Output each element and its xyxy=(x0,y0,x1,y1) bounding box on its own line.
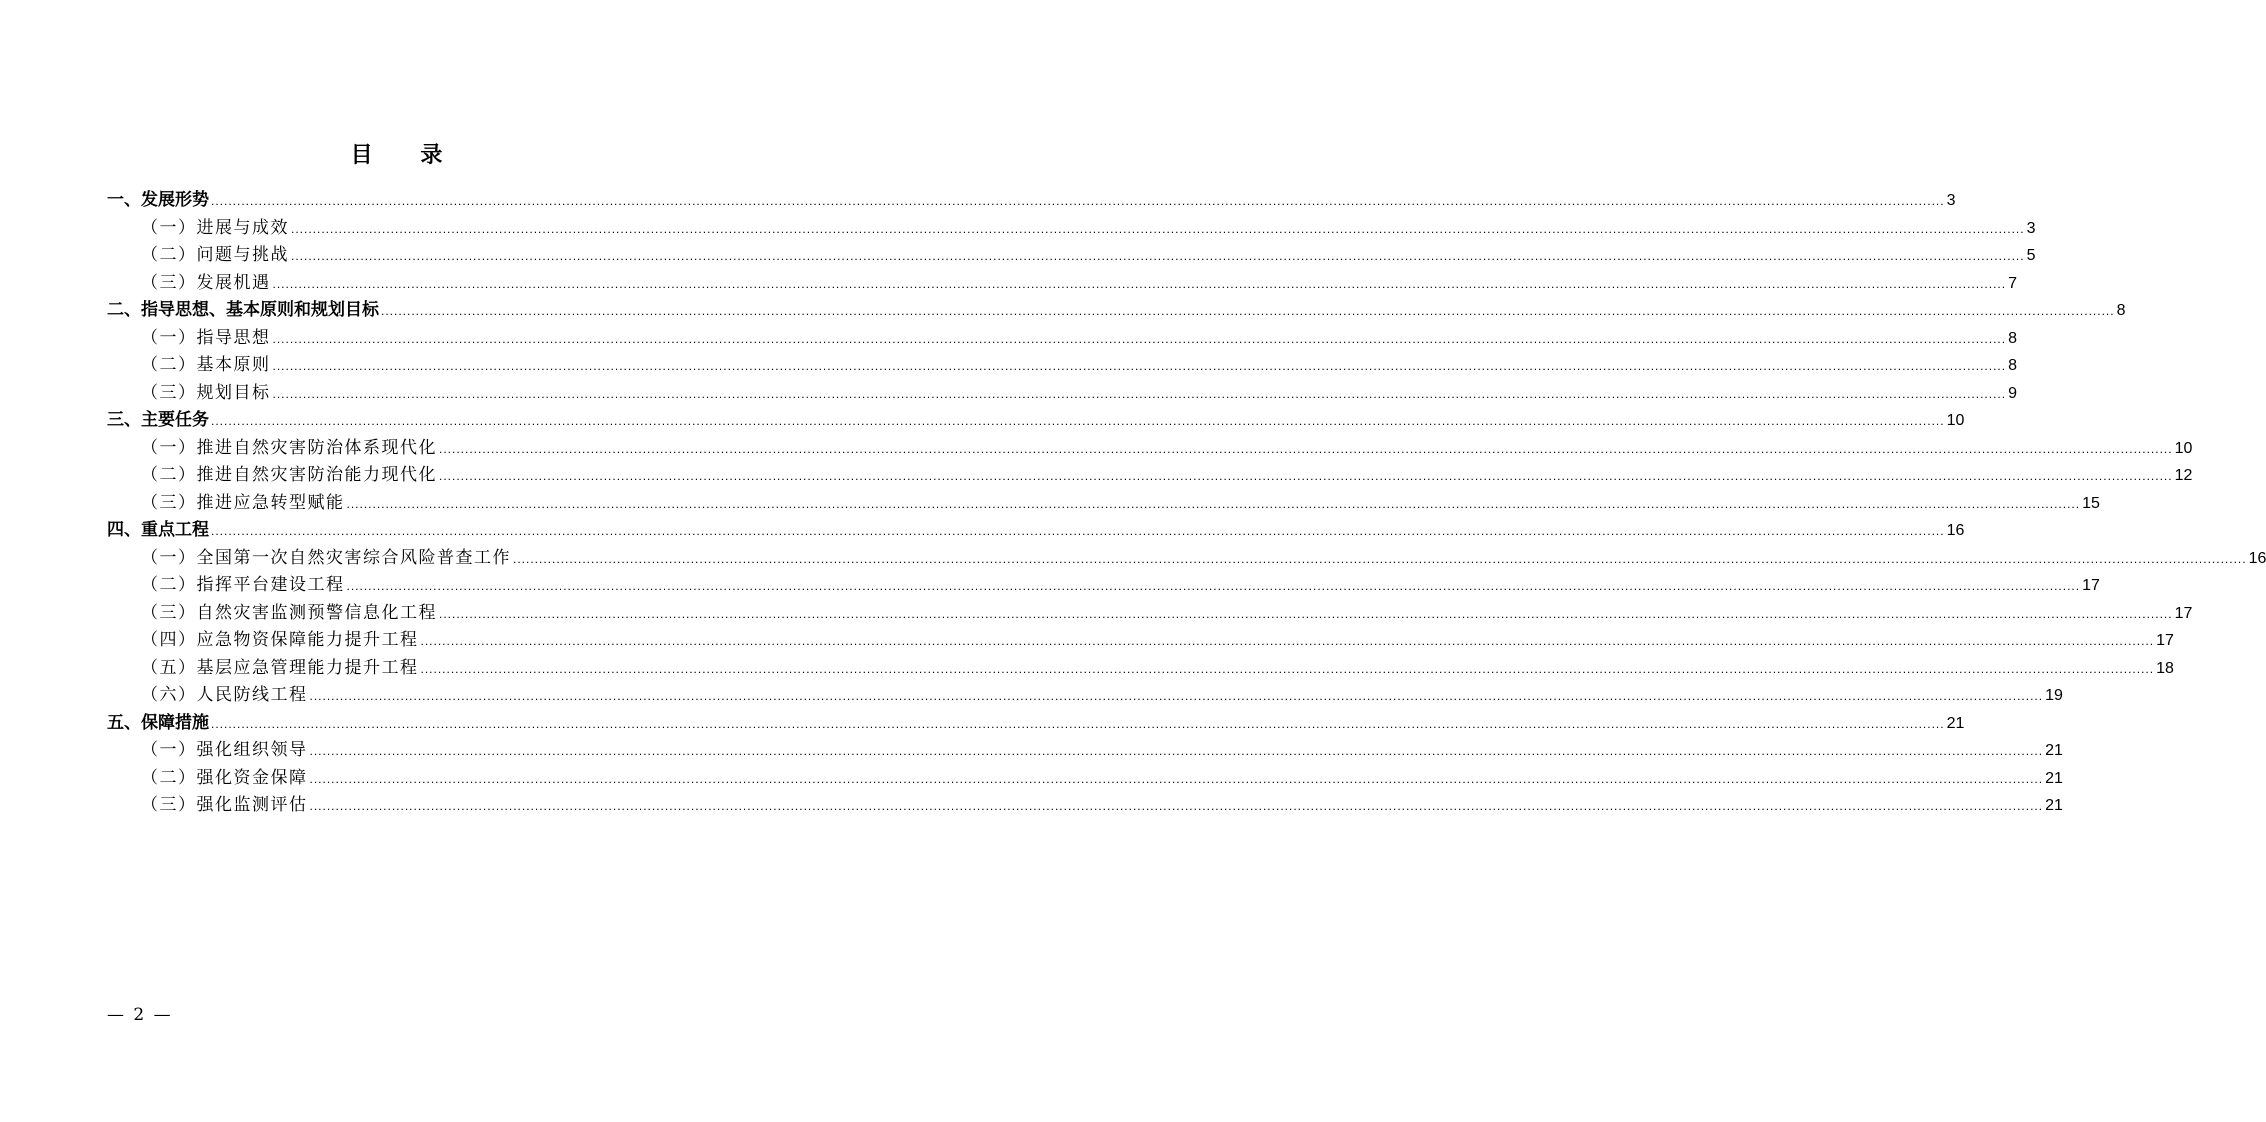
toc-entry-label: （三）推进应急转型赋能 xyxy=(141,492,345,513)
toc-page-number: 21 xyxy=(1946,714,1965,732)
toc-page-number: 9 xyxy=(2008,384,2017,402)
toc-dot-leader: ................................................................................................................................................................................................................................................................................................................................................................................................................ xyxy=(272,359,2007,373)
toc-dot-leader: ................................................................................................................................................................................................................................................................................................................................................................................................................ xyxy=(420,634,2155,648)
toc-page-number: 16 xyxy=(1946,522,1965,539)
toc-subsection-entry[interactable] xyxy=(107,215,2036,243)
toc-page-number: 18 xyxy=(2156,659,2174,677)
toc-subsection-entry[interactable] xyxy=(107,490,2100,518)
toc-subsection-entry[interactable] xyxy=(107,380,2017,408)
toc-page-number: 10 xyxy=(2174,439,2193,457)
toc-page-number: 21 xyxy=(2045,797,2063,814)
page-number-footer: — 2 — xyxy=(107,1005,173,1025)
toc-page-number: 16 xyxy=(2248,549,2266,567)
toc-subsection-entry[interactable] xyxy=(107,572,2100,600)
toc-page-number: 21 xyxy=(2045,742,2063,759)
toc-entry-label: （二）指挥平台建设工程 xyxy=(141,575,345,595)
toc-dot-leader: ................................................................................................................................................................................................................................................................................................................................................................................................................ xyxy=(211,524,1945,538)
toc-subsection-entry[interactable] xyxy=(107,242,2036,270)
toc-subsection-entry[interactable] xyxy=(107,545,2266,573)
toc-entry-label: 一、发展形势 xyxy=(107,190,209,210)
toc-subsection-entry[interactable] xyxy=(107,765,2063,793)
toc-dot-leader: ................................................................................................................................................................................................................................................................................................................................................................................................................ xyxy=(513,551,2247,566)
toc-entry-label: （三）发展机遇 xyxy=(141,272,271,293)
toc-page-number: 5 xyxy=(2026,247,2036,264)
toc-dot-leader: ................................................................................................................................................................................................................................................................................................................................................................................................................ xyxy=(381,304,2115,318)
toc-entry-label: （六）人民防线工程 xyxy=(141,685,308,705)
toc-entry-label: （一）进展与成效 xyxy=(141,217,289,238)
toc-subsection-entry[interactable] xyxy=(107,462,2193,490)
toc-entry-label: 三、主要任务 xyxy=(107,410,209,430)
toc-dot-leader: ................................................................................................................................................................................................................................................................................................................................................................................................................ xyxy=(309,799,2044,813)
toc-dot-leader: ................................................................................................................................................................................................................................................................................................................................................................................................................ xyxy=(309,771,2044,786)
toc-dot-leader: ................................................................................................................................................................................................................................................................................................................................................................................................................ xyxy=(272,331,2007,346)
toc-page-number: 7 xyxy=(2008,274,2017,292)
toc-section-entry[interactable] xyxy=(107,407,1965,435)
toc-page-number: 8 xyxy=(2008,357,2017,374)
toc-dot-leader: ................................................................................................................................................................................................................................................................................................................................................................................................................ xyxy=(420,661,2155,676)
toc-subsection-entry[interactable] xyxy=(107,627,2174,655)
toc-page-number: 21 xyxy=(2045,769,2063,787)
toc-section-entry[interactable] xyxy=(107,187,1956,215)
toc-subsection-entry[interactable] xyxy=(107,655,2174,683)
toc-page-number: 12 xyxy=(2174,467,2193,484)
toc-subsection-entry[interactable] xyxy=(107,352,2017,380)
table-of-contents xyxy=(107,187,2266,820)
toc-dot-leader: ................................................................................................................................................................................................................................................................................................................................................................................................................ xyxy=(309,744,2044,758)
toc-page-number: 15 xyxy=(2082,494,2100,512)
toc-dot-leader: ................................................................................................................................................................................................................................................................................................................................................................................................................ xyxy=(346,496,2081,511)
toc-entry-label: 二、指导思想、基本原则和规划目标 xyxy=(107,300,379,320)
toc-dot-leader: ................................................................................................................................................................................................................................................................................................................................................................................................................ xyxy=(291,249,2025,263)
toc-entry-label: （一）指导思想 xyxy=(141,327,271,348)
toc-subsection-entry[interactable] xyxy=(107,682,2063,710)
toc-dot-leader: ................................................................................................................................................................................................................................................................................................................................................................................................................ xyxy=(211,194,1945,208)
toc-page-number: 17 xyxy=(2156,632,2174,649)
toc-subsection-entry[interactable] xyxy=(107,737,2063,765)
toc-entry-label: （三）规划目标 xyxy=(141,382,271,403)
toc-subsection-entry[interactable] xyxy=(107,792,2063,820)
toc-entry-label: （三）自然灾害监测预警信息化工程 xyxy=(141,602,437,623)
toc-dot-leader: ................................................................................................................................................................................................................................................................................................................................................................................................................ xyxy=(309,689,2044,703)
toc-dot-leader: ................................................................................................................................................................................................................................................................................................................................................................................................................ xyxy=(211,414,1945,428)
toc-entry-label: （一）推进自然灾害防治体系现代化 xyxy=(141,437,437,458)
toc-page-number: 8 xyxy=(2008,329,2017,347)
toc-dot-leader: ................................................................................................................................................................................................................................................................................................................................................................................................................ xyxy=(439,606,2173,621)
toc-entry-label: 四、重点工程 xyxy=(107,520,209,540)
toc-subsection-entry[interactable] xyxy=(107,600,2193,628)
toc-entry-label: （五）基层应急管理能力提升工程 xyxy=(141,657,419,678)
toc-entry-label: （三）强化监测评估 xyxy=(141,795,308,815)
toc-dot-leader: ................................................................................................................................................................................................................................................................................................................................................................................................................ xyxy=(346,579,2081,593)
toc-dot-leader: ................................................................................................................................................................................................................................................................................................................................................................................................................ xyxy=(211,716,1945,731)
toc-entry-label: （二）推进自然灾害防治能力现代化 xyxy=(141,465,437,485)
page-title: 目 录 xyxy=(350,143,463,168)
toc-subsection-entry[interactable] xyxy=(107,270,2017,298)
toc-page-number: 8 xyxy=(2116,302,2126,319)
toc-entry-label: （二）强化资金保障 xyxy=(141,767,308,788)
toc-dot-leader: ................................................................................................................................................................................................................................................................................................................................................................................................................ xyxy=(439,469,2173,483)
toc-page-number: 17 xyxy=(2174,604,2193,622)
toc-entry-label: （一）强化组织领导 xyxy=(141,740,308,760)
toc-entry-label: （四）应急物资保障能力提升工程 xyxy=(141,630,419,650)
toc-dot-leader: ................................................................................................................................................................................................................................................................................................................................................................................................................ xyxy=(272,276,2007,291)
toc-subsection-entry[interactable] xyxy=(107,325,2017,353)
toc-page-number: 3 xyxy=(1946,192,1956,209)
toc-entry-label: （二）问题与挑战 xyxy=(141,245,289,265)
toc-entry-label: （二）基本原则 xyxy=(141,355,271,375)
toc-section-entry[interactable] xyxy=(107,710,1965,738)
toc-page-number: 3 xyxy=(2026,219,2036,237)
toc-dot-leader: ................................................................................................................................................................................................................................................................................................................................................................................................................ xyxy=(439,441,2173,456)
toc-dot-leader: ................................................................................................................................................................................................................................................................................................................................................................................................................ xyxy=(272,386,2007,401)
toc-page-number: 19 xyxy=(2045,687,2063,704)
toc-subsection-entry[interactable] xyxy=(107,435,2193,463)
toc-entry-label: 五、保障措施 xyxy=(107,712,209,733)
toc-page-number: 17 xyxy=(2082,577,2100,594)
toc-section-entry[interactable] xyxy=(107,517,1965,545)
toc-section-entry[interactable] xyxy=(107,297,2126,325)
toc-page-number: 10 xyxy=(1946,412,1965,429)
toc-dot-leader: ................................................................................................................................................................................................................................................................................................................................................................................................................ xyxy=(291,221,2025,236)
toc-entry-label: （一）全国第一次自然灾害综合风险普查工作 xyxy=(141,547,511,568)
